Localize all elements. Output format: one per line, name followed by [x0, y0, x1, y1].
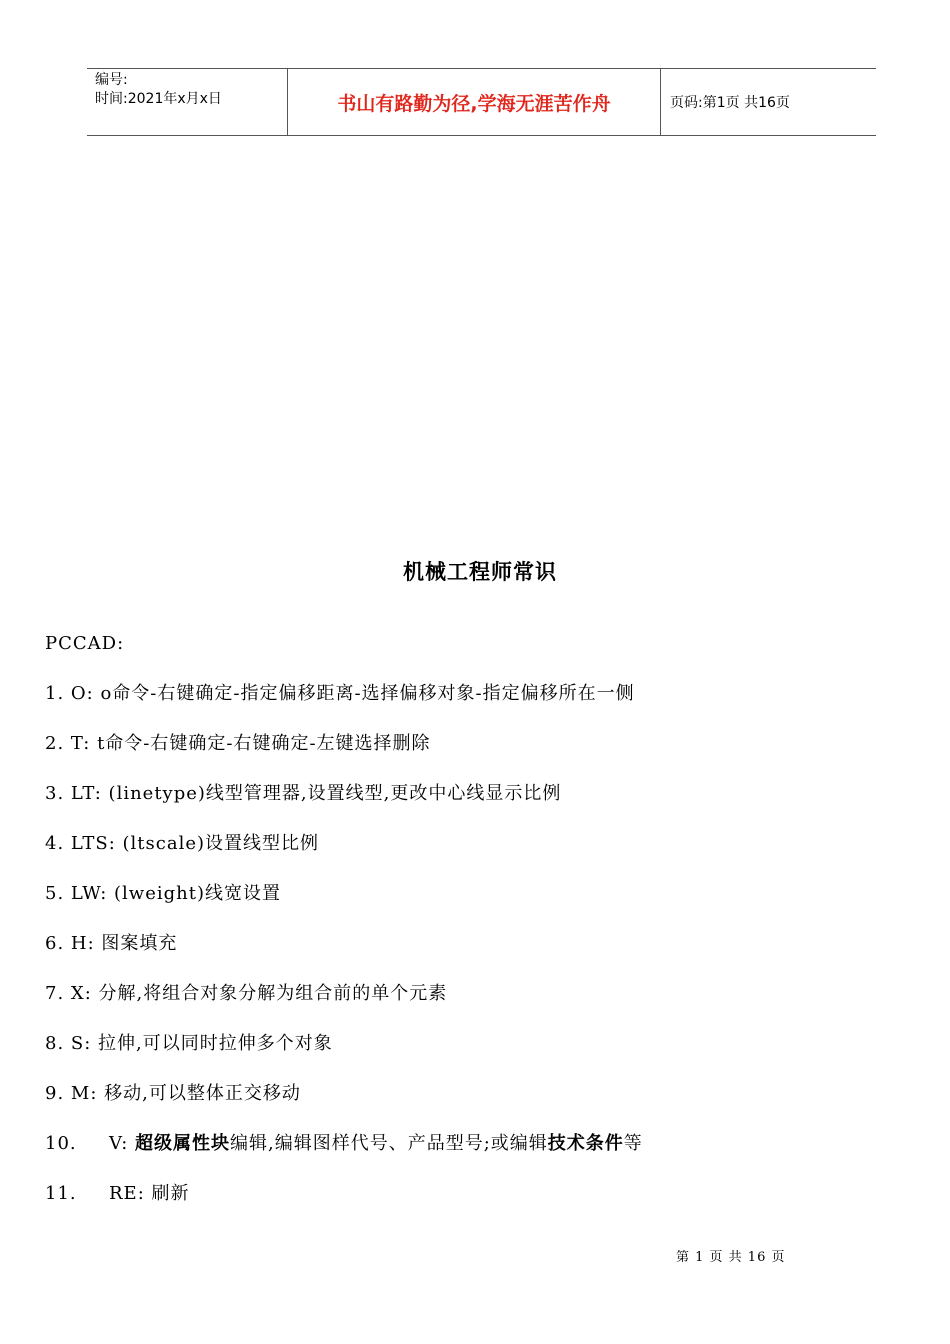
item-number: 11.: [45, 1183, 77, 1204]
list-item: [45, 1030, 905, 1080]
item-number: 9. M:: [45, 1083, 98, 1104]
item-number: 2. T:: [45, 733, 91, 754]
list-item: [45, 1080, 905, 1130]
content-list: [45, 630, 905, 1230]
document-title: 机械工程师常识: [403, 559, 557, 584]
list-item: [45, 680, 905, 730]
item-text: (ltscale)设置线型比例: [122, 833, 320, 854]
item-text: o命令-右键确定-指定偏移距离-选择偏移对象-指定偏移所在一侧: [100, 683, 635, 704]
list-item: [45, 930, 905, 980]
item-text: t命令-右键确定-右键确定-左键选择删除: [97, 733, 431, 754]
list-item: [45, 880, 905, 930]
item-number: 6. H:: [45, 933, 95, 954]
code-label: 编号:: [95, 72, 128, 88]
item-text: 编辑,编辑图样代号、产品型号;或编辑: [230, 1133, 548, 1154]
list-item: [45, 1130, 905, 1180]
item-text-tail: 等: [623, 1133, 643, 1154]
item-number: 5. LW:: [45, 883, 108, 904]
item-text: 移动,可以整体正交移动: [104, 1083, 301, 1104]
page-header: [87, 68, 876, 136]
list-item: [45, 830, 905, 880]
item-text: 刷新: [151, 1183, 190, 1204]
section-heading: PCCAD:: [45, 633, 125, 654]
item-number: 1. O:: [45, 683, 94, 704]
time-label: 时间:2021年x月x日: [95, 91, 222, 107]
header-motto: 书山有路勤为径,学海无涯苦作舟: [288, 69, 661, 135]
item-text: 拉伸,可以同时拉伸多个对象: [98, 1033, 333, 1054]
item-bold-term: 超级属性块: [135, 1133, 230, 1154]
header-page-info: 页码:第1页 共16页: [670, 95, 790, 111]
list-item: [45, 1180, 905, 1230]
list-item: [45, 980, 905, 1030]
item-text: 分解,将组合对象分解为组合前的单个元素: [98, 983, 448, 1004]
item-number: 4. LTS:: [45, 833, 116, 854]
item-key: RE:: [109, 1183, 145, 1204]
page-footer: 第 1 页 共 16 页: [676, 1250, 786, 1265]
item-number: 10.: [45, 1133, 77, 1154]
list-item: [45, 730, 905, 780]
item-key: V:: [109, 1133, 129, 1154]
item-text: (lweight)线宽设置: [114, 883, 281, 904]
item-text: (linetype)线型管理器,设置线型,更改中心线显示比例: [108, 783, 562, 804]
item-number: 3. LT:: [45, 783, 102, 804]
item-text: 图案填充: [101, 933, 178, 954]
item-number: 8. S:: [45, 1033, 92, 1054]
item-number: 7. X:: [45, 983, 92, 1004]
header-meta: [87, 69, 288, 135]
item-bold-term: 技术条件: [547, 1133, 624, 1154]
list-item: [45, 780, 905, 830]
